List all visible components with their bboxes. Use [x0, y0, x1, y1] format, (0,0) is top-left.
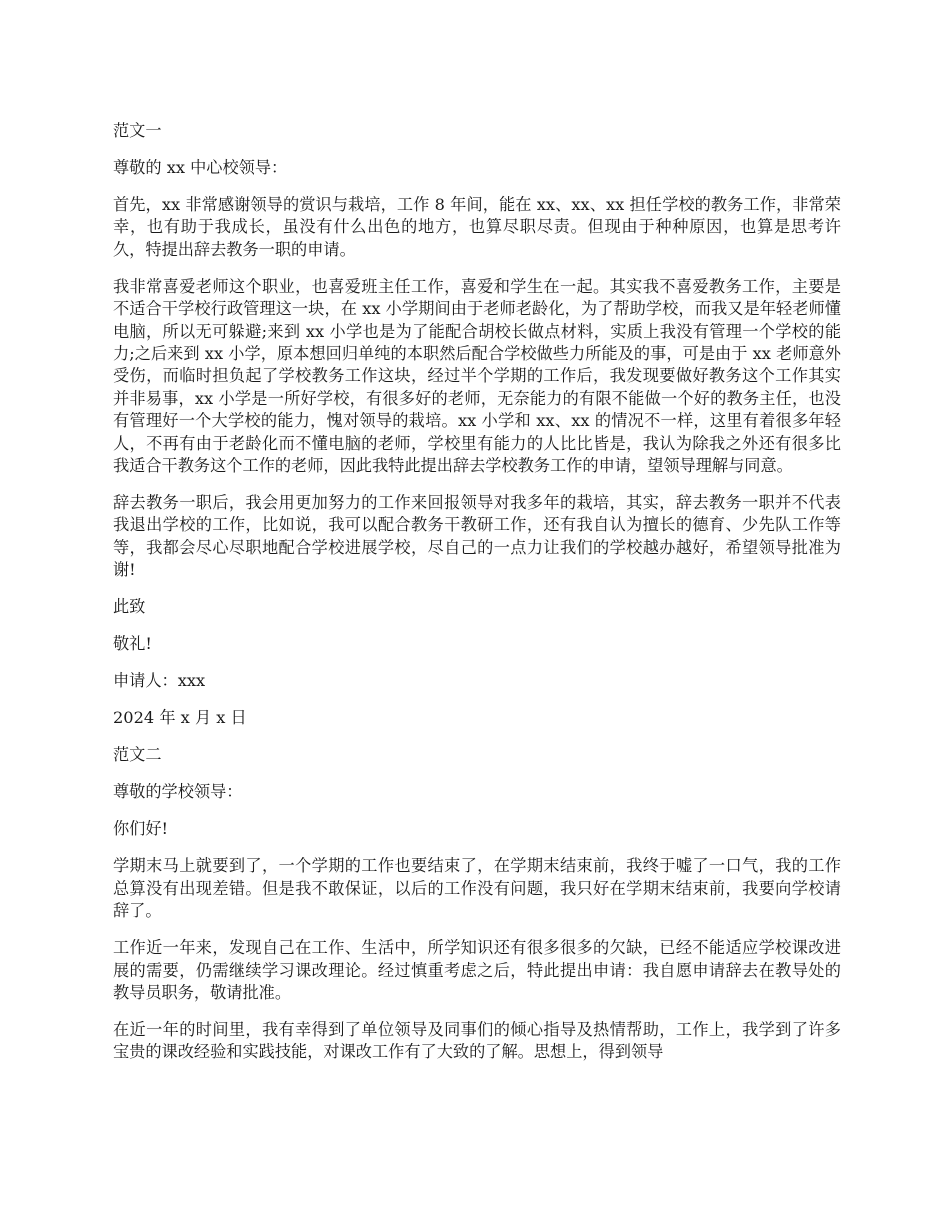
body-paragraph: 学期末马上就要到了，一个学期的工作也要结束了，在学期末结束前，我终于嘘了一口气，我的工作总算没有出现差错。但是我不敢保证，以后的工作没有问题，我只好在学期末结束前，我要向学校请辞了。: [113, 856, 841, 921]
body-paragraph: 工作近一年来，发现自己在工作、生活中，所学知识还有很多很多的欠缺，已经不能适应学校课改进展的需要，仍需继续学习课改理论。经过慎重考虑之后，特此提出申请：我自愿申请辞去在教导处的教导员职务，敬请批准。: [113, 938, 841, 1002]
closing-salute: 敬礼!: [113, 634, 152, 654]
salutation-two: 尊敬的学校领导：: [113, 782, 243, 802]
body-paragraph: 首先，xx 非常感谢领导的赏识与栽培，工作 8 年间，能在 xx、xx、xx 担任学校的教务工作，非常荣幸，也有助于我成长，虽没有什么出色的地方，也算尽职尽责。但现由于种种原因，也算是思考许久，特提出辞去教务一职的申请。: [113, 195, 841, 259]
closing-line: 此致: [113, 597, 146, 617]
body-paragraph: 辞去教务一职后，我会用更加努力的工作来回报领导对我多年的栽培，其实，辞去教务一职并不代表我退出学校的工作，比如说，我可以配合教务干教研工作，还有我自认为擅长的德育、少先队工作等等，我都会尽心尽职地配合学校进展学校，尽自己的一点力让我们的学校越办越好，希望领导批准为谢!: [113, 493, 841, 580]
body-paragraph: 在近一年的时间里，我有幸得到了单位领导及同事们的倾心指导及热情帮助，工作上，我学到了许多宝贵的课改经验和实践技能，对课改工作有了大致的了解。思想上，得到领导: [113, 1019, 841, 1062]
body-paragraph: 我非常喜爱老师这个职业，也喜爱班主任工作，喜爱和学生在一起。其实我不喜爱教务工作，主要是不适合干学校行政管理这一块，在 xx 小学期间由于老师老龄化，为了帮助学校，而我又是年轻老师懂电脑，所以无可躲避;来到 xx 小学也是为了能配合胡校长做点材料，实质上我没有管理一个学校的能力;之后来到 xx 小学，原本想回归单纯的本职然后配合学校做些力所能及的事，可是由于 xx 老师意外受伤，而临时担负起了学校教务工作这块，经过半个学期的工作后，我发现要做好教务这个工作其实并非易事，xx 小学是一所好学校，有很多好的老师，无奈能力的有限不能做一个好的教务主任，也没有管理好一个大学校的能力，愧对领导的栽培。xx 小学和 xx、xx 的情况不一样，这里有着很多年轻人，不再有由于老龄化而不懂电脑的老师，学校里有能力的人比比皆是，我认为除我之外还有很多比我适合干教务这个工作的老师，因此我特此提出辞去学校教务工作的申请，望领导理解与同意。: [113, 276, 841, 476]
salutation-one: 尊敬的 xx 中心校领导：: [113, 158, 288, 177]
heading-sample-one: 范文一: [113, 121, 162, 140]
heading-sample-two: 范文二: [113, 745, 162, 765]
document-body: [113, 120, 841, 1078]
applicant-signature: 申请人：xxx: [113, 671, 206, 691]
greeting: 你们好!: [113, 819, 169, 839]
date-line: 2024 年 x 月 x 日: [113, 708, 247, 728]
